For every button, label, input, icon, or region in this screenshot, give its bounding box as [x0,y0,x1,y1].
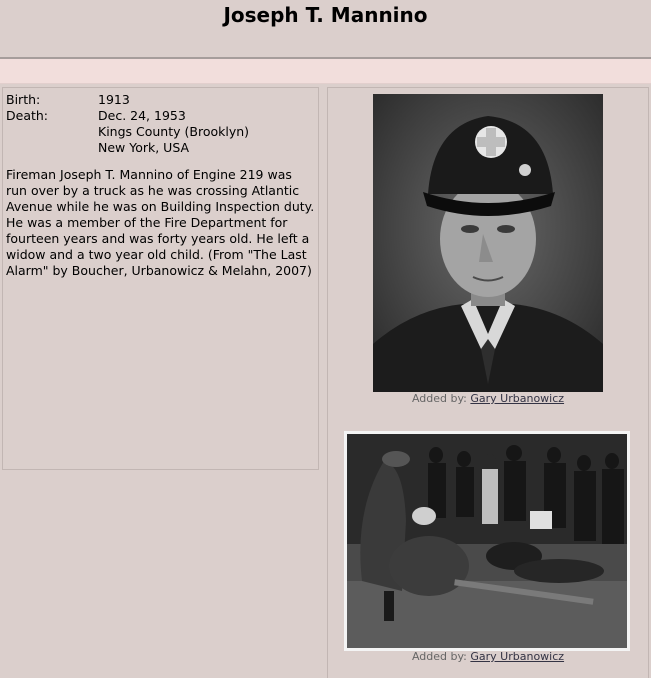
page-title: Joseph T. Mannino [223,3,428,27]
birth-value: 1913 [98,92,130,107]
contributor-link[interactable]: Gary Urbanowicz [470,392,565,405]
accident-scene-photo[interactable] [344,431,630,651]
header-band [0,59,651,84]
birth-label: Birth: [6,92,41,107]
scene-caption [328,650,648,663]
death-place-state: New York, USA [98,140,190,155]
biography-text: Fireman Joseph T. Mannino of Engine 219 was run over by a truck as he was crossing Atlantic Avenue while he was on Building Inspection duty. He was a member of the Fire Department for fourteen years and was forty years old. He left a widow and a two year old child. (From "The Last Alarm" by Boucher, Urbanowicz & Melahn, 2007) [6,167,315,278]
photos-panel [327,87,649,678]
caption-prefix: Added by: [411,392,467,405]
portrait-caption [328,392,648,405]
contributor-link[interactable]: Gary Urbanowicz [470,650,565,663]
death-place-county: Kings County (Brooklyn) [98,124,250,139]
portrait-photo[interactable] [373,94,603,392]
details-panel [2,87,319,470]
caption-prefix: Added by: [411,650,467,663]
death-label: Death: [6,108,49,123]
death-date: Dec. 24, 1953 [98,108,186,123]
